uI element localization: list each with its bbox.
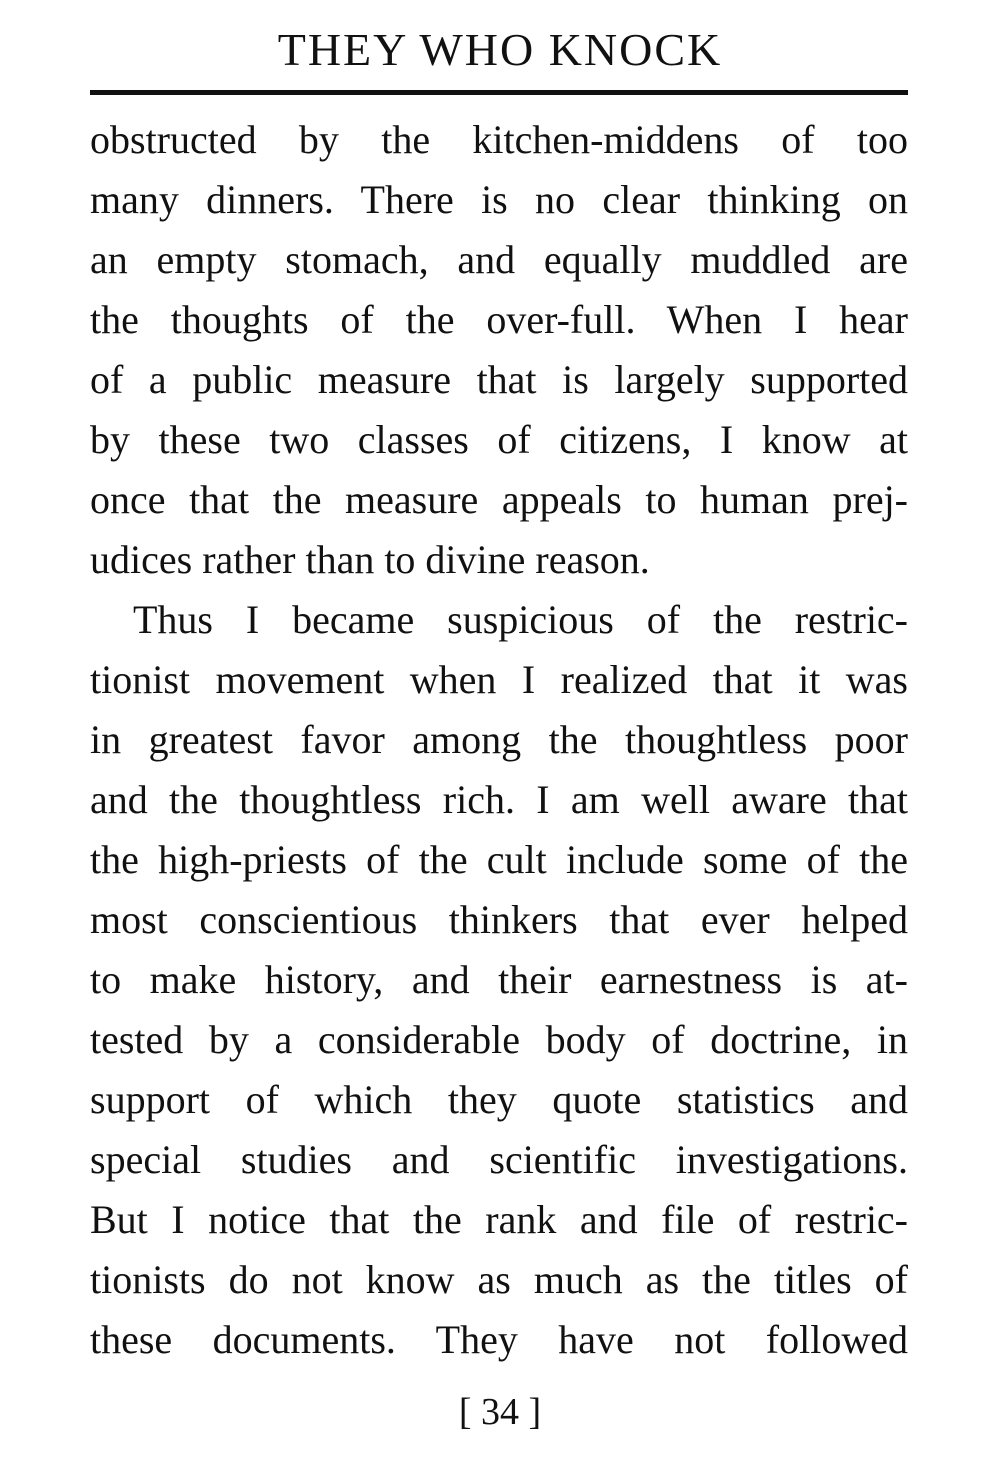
text-line: obstructed by the kitchen-middens of too <box>90 117 908 162</box>
text-line: to make history, and their earnestness is at- <box>90 957 908 1002</box>
text-line: support of which they quote statistics and <box>90 1077 908 1122</box>
text-line: these documents. They have not followed <box>90 1317 908 1362</box>
text-line: tionists do not know as much as the titles of <box>90 1257 908 1302</box>
text-line: tested by a considerable body of doctrine, in <box>90 1017 908 1062</box>
text-line: once that the measure appeals to human prej- <box>90 477 908 522</box>
text-line: many dinners. There is no clear thinking on <box>90 177 908 222</box>
text-line: special studies and scientific investigations. <box>90 1137 908 1182</box>
text-line: of a public measure that is largely supported <box>90 357 908 402</box>
text-line: the thoughts of the over-full. When I hear <box>90 297 908 342</box>
text-line: Thus I became suspicious of the restric- <box>133 597 908 642</box>
text-line: and the thoughtless rich. I am well aware that <box>90 777 908 822</box>
text-line: an empty stomach, and equally muddled are <box>90 237 908 282</box>
text-line: But I notice that the rank and file of restric- <box>90 1197 908 1242</box>
text-line: udices rather than to divine reason. <box>90 537 650 582</box>
text-line: most conscientious thinkers that ever helped <box>90 897 908 942</box>
text-line: tionist movement when I realized that it was <box>90 657 908 702</box>
text-line: by these two classes of citizens, I know at <box>90 417 908 462</box>
text-line: in greatest favor among the thoughtless poor <box>90 717 908 762</box>
page-number: [ 34 ] <box>458 1391 542 1433</box>
text-line: the high-priests of the cult include some of the <box>90 837 908 882</box>
header-rule <box>90 90 908 95</box>
running-head: THEY WHO KNOCK <box>277 24 723 75</box>
